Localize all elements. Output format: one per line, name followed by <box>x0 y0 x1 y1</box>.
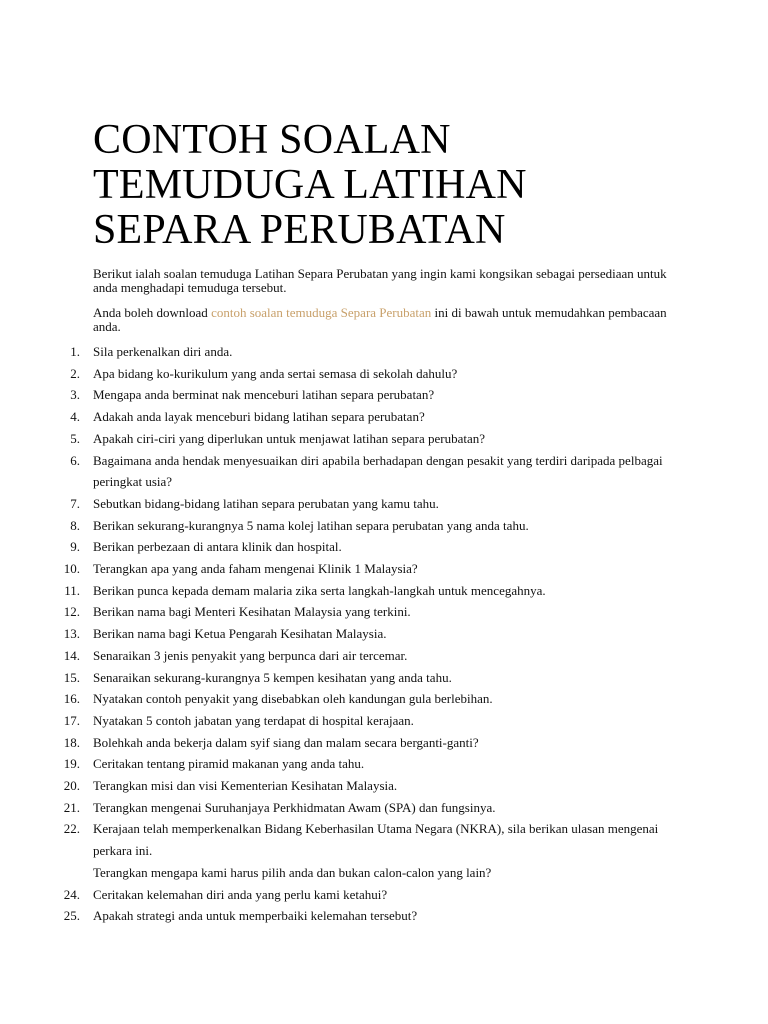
list-item <box>0 797 768 819</box>
list-item <box>0 645 768 667</box>
list-item-number: 13. <box>63 626 80 642</box>
list-item-text: Mengapa anda berminat nak menceburi latihan separa perubatan? <box>93 387 435 403</box>
list-item <box>0 580 768 602</box>
list-item-number: 2. <box>70 365 80 381</box>
page-title <box>93 118 653 253</box>
list-item-number: 21. <box>63 799 80 815</box>
list-item <box>0 363 768 385</box>
list-item <box>0 384 768 406</box>
list-item <box>0 775 768 797</box>
list-item-text: Berikan punca kepada demam malaria zika serta langkah-langkah untuk mencegahnya. <box>93 582 546 598</box>
list-item-number: 18. <box>63 734 80 750</box>
list-item-text: Kerajaan telah memperkenalkan Bidang Keberhasilan Utama Negara (NKRA), sila berikan ulasan mengenai perkara ini. <box>93 821 659 859</box>
list-item-text: Bolehkah anda bekerja dalam syif siang dan malam secara berganti-ganti? <box>93 734 479 750</box>
list-item-text: Apa bidang ko-kurikulum yang anda sertai semasa di sekolah dahulu? <box>93 365 458 381</box>
list-item-number: 10. <box>63 561 80 577</box>
download-suffix: ini di bawah untuk memudahkan pembacaan anda. <box>93 305 667 334</box>
list-item-number: 3. <box>70 387 80 403</box>
list-item-text: Ceritakan kelemahan diri anda yang perlu kami ketahui? <box>93 886 388 902</box>
list-item-text: Apakah ciri-ciri yang diperlukan untuk menjawat latihan separa perubatan? <box>93 430 486 446</box>
list-item-number: 24. <box>63 886 80 902</box>
list-item <box>0 688 768 710</box>
title-line: TEMUDUGA LATIHAN <box>93 162 527 208</box>
list-item-text: Ceritakan tentang piramid makanan yang anda tahu. <box>93 756 365 772</box>
list-item-text: Sila perkenalkan diri anda. <box>93 344 233 359</box>
list-item-number: 4. <box>70 409 80 425</box>
list-item <box>0 623 768 645</box>
list-item-text: Senaraikan sekurang-kurangnya 5 kempen kesihatan yang anda tahu. <box>93 669 452 685</box>
list-item-number: 1. <box>70 344 80 359</box>
list-item <box>0 558 768 580</box>
list-item-number: 7. <box>70 495 80 511</box>
title-line: SEPARA PERUBATAN <box>93 207 506 253</box>
list-item <box>0 905 768 927</box>
list-item-number: 16. <box>63 691 80 707</box>
list-item-number: 12. <box>63 604 80 620</box>
list-item <box>0 862 768 884</box>
list-item-text: Apakah strategi anda untuk memperbaiki kelemahan tersebut? <box>93 908 418 924</box>
list-item-number: 22. <box>63 821 80 837</box>
list-item <box>0 601 768 623</box>
list-item <box>0 732 768 754</box>
list-item-number: 17. <box>63 712 80 728</box>
list-item <box>0 818 768 861</box>
list-item-text: Terangkan apa yang anda faham mengenai Klinik 1 Malaysia? <box>93 561 418 577</box>
list-item <box>0 884 768 906</box>
list-item-text: Berikan perbezaan di antara klinik dan hospital. <box>93 539 342 555</box>
list-item-number: 8. <box>70 517 80 533</box>
download-paragraph <box>93 306 673 334</box>
list-item-text: Senaraikan 3 jenis penyakit yang berpunca dari air tercemar. <box>93 647 408 663</box>
list-item <box>0 341 768 363</box>
list-item-text: Berikan nama bagi Ketua Pengarah Kesihatan Malaysia. <box>93 626 387 642</box>
list-item-text: Terangkan mengenai Suruhanjaya Perkhidmatan Awam (SPA) dan fungsinya. <box>93 799 496 815</box>
list-item-text: Nyatakan contoh penyakit yang disebabkan oleh kandungan gula berlebihan. <box>93 691 493 707</box>
list-item <box>0 667 768 689</box>
list-item <box>0 493 768 515</box>
list-item-text: Terangkan misi dan visi Kementerian Kesihatan Malaysia. <box>93 778 398 794</box>
title-line: CONTOH SOALAN <box>93 117 451 163</box>
list-item-text: Berikan nama bagi Menteri Kesihatan Malaysia yang terkini. <box>93 604 411 620</box>
list-item <box>0 428 768 450</box>
list-item-text: Terangkan mengapa kami harus pilih anda dan bukan calon-calon yang lain? <box>93 864 492 880</box>
list-item <box>0 753 768 775</box>
list-item <box>0 450 768 493</box>
list-item-number: 19. <box>63 756 80 772</box>
list-item <box>0 536 768 558</box>
list-item-number: 5. <box>70 430 80 446</box>
list-item <box>0 406 768 428</box>
list-item-number: 25. <box>63 908 80 924</box>
list-item-text: Berikan sekurang-kurangnya 5 nama kolej latihan separa perubatan yang anda tahu. <box>93 517 529 533</box>
download-prefix: Anda boleh download <box>93 305 212 320</box>
list-item-text: Sebutkan bidang-bidang latihan separa perubatan yang kamu tahu. <box>93 495 439 511</box>
download-link[interactable]: contoh soalan temuduga Separa Perubatan <box>211 305 432 320</box>
list-item-number: 20. <box>63 778 80 794</box>
list-item-text: Adakah anda layak menceburi bidang latihan separa perubatan? <box>93 409 425 425</box>
list-item <box>0 710 768 732</box>
list-item-text: Nyatakan 5 contoh jabatan yang terdapat di hospital kerajaan. <box>93 712 414 728</box>
list-item-number: 15. <box>63 669 80 685</box>
list-item-number: 6. <box>70 452 80 468</box>
intro-paragraph: Berikut ialah soalan temuduga Latihan Separa Perubatan yang ingin kami kongsikan sebagai persediaan untuk anda menghadapi temuduga tersebut. <box>93 266 667 295</box>
list-item-number: 11. <box>64 582 80 598</box>
list-item-number: 14. <box>63 647 80 663</box>
list-item-number: 9. <box>70 539 80 555</box>
question-list <box>0 341 768 927</box>
list-item-text: Bagaimana anda hendak menyesuaikan diri apabila berhadapan dengan pesakit yang terdiri daripada pelbagai peringkat usia? <box>93 452 663 490</box>
list-item <box>0 515 768 537</box>
